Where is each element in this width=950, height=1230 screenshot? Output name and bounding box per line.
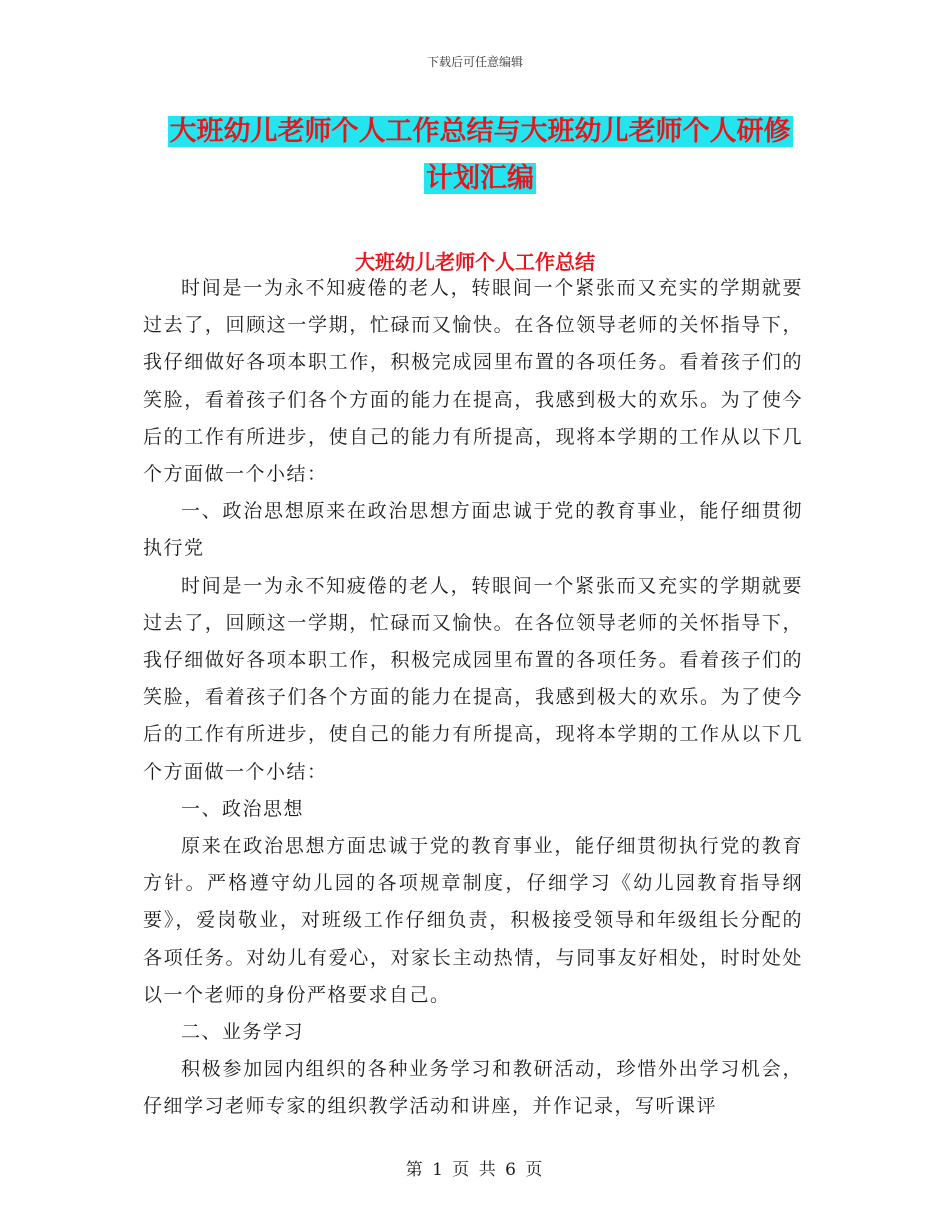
page-number: 第 1 页 共 6 页 (405, 1160, 545, 1180)
document-title-line-1: 大班幼儿老师个人工作总结与大班幼儿老师个人研修 (169, 116, 791, 147)
paragraph: 原来在政治思想方面忠诚于党的教育事业，能仔细贯彻执行党的教育方针。严格遵守幼儿园的各项规章制度，仔细学习《幼儿园教育指导纲要》，爱岗敬业，对班级工作仔细负责，积极接受领导和年级组长分配的各项任务。对幼儿有爱心，对家长主动热情，与同事友好相处，时时处处以一个老师的身份严格要求自己。 (143, 835, 803, 1006)
paragraph: 时间是一为永不知疲倦的老人，转眼间一个紧张而又充实的学期就要过去了，回顾这一学期，忙碌而又愉快。在各位领导老师的关怀指导下，我仔细做好各项本职工作，积极完成园里布置的各项任务。看着孩子们的笑脸，看着孩子们各个方面的能力在提高，我感到极大的欢乐。为了使今后的工作有所进步，使自己的能力有所提高，现将本学期的工作从以下几个方面做一个小结： (143, 574, 803, 783)
section-title: 大班幼儿老师个人工作总结 (355, 250, 595, 274)
paragraph-heading: 二、业务学习 (181, 1021, 305, 1044)
paragraph-heading: 一、政治思想 (181, 797, 305, 820)
paragraph: 一、政治思想原来在政治思想方面忠诚于党的教育事业，能仔细贯彻执行党 (143, 500, 803, 560)
paragraph: 积极参加园内组织的各种业务学习和教研活动，珍惜外出学习机会，仔细学习老师专家的组织教学活动和讲座，并作记录，写听课评 (143, 1058, 803, 1118)
document-title-line-2: 计划汇编 (426, 163, 534, 194)
paragraph: 时间是一为永不知疲倦的老人，转眼间一个紧张而又充实的学期就要过去了，回顾这一学期，忙碌而又愉快。在各位领导老师的关怀指导下，我仔细做好各项本职工作，积极完成园里布置的各项任务。看着孩子们的笑脸，看着孩子们各个方面的能力在提高，我感到极大的欢乐。为了使今后的工作有所进步，使自己的能力有所提高，现将本学期的工作从以下几个方面做一个小结： (143, 277, 803, 486)
header-note: 下载后可任意编辑 (426, 55, 523, 69)
document-title (140, 108, 820, 202)
document-body (143, 270, 803, 1126)
